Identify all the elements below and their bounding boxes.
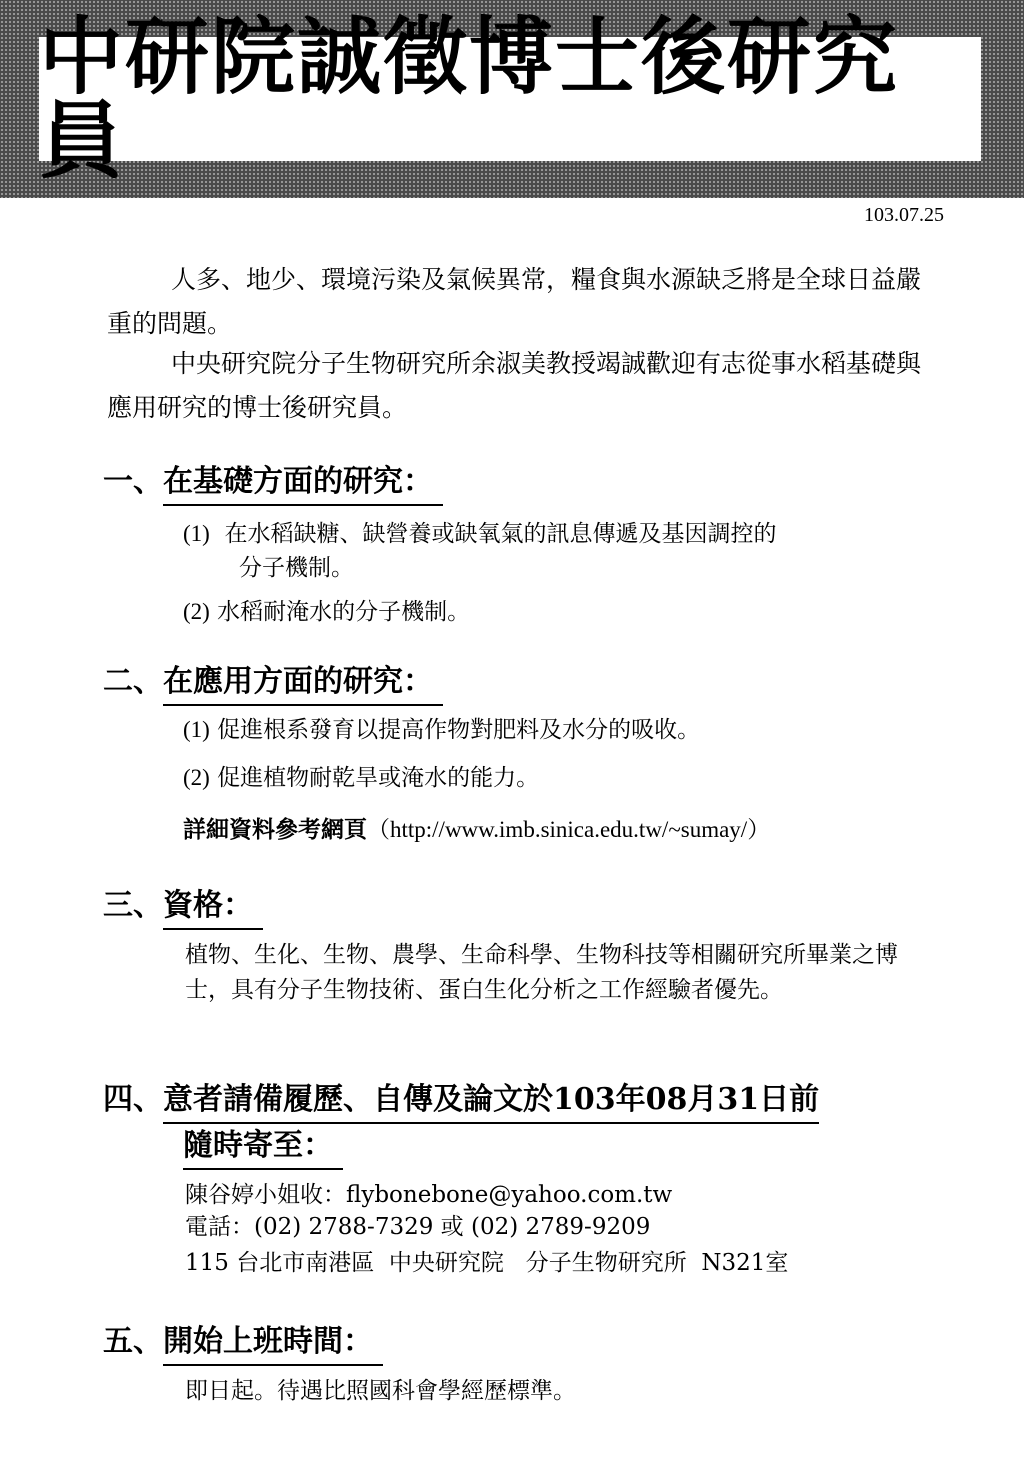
section-2-number: 二、 bbox=[103, 664, 163, 699]
section-5-title: 開始上班時間： bbox=[163, 1322, 383, 1366]
section-1-item-2 bbox=[183, 594, 470, 630]
section-3-title: 資格： bbox=[163, 886, 263, 930]
section-1-item-1 bbox=[183, 516, 776, 552]
item-marker: (2) bbox=[183, 765, 210, 790]
section-5-heading bbox=[103, 1322, 383, 1366]
section-5-number: 五、 bbox=[103, 1324, 163, 1359]
section-1-item-1-cont: 分子機制。 bbox=[239, 555, 354, 581]
item-marker: (1) bbox=[183, 717, 210, 742]
item-text: 促進根系發育以提高作物對肥料及水分的吸收。 bbox=[217, 717, 701, 743]
section-2-title: 在應用方面的研究： bbox=[163, 662, 443, 706]
section-1-heading bbox=[103, 462, 443, 506]
phone-line: 電話：(02) 2788-7329 或 (02) 2789-9209 bbox=[185, 1214, 651, 1240]
title-banner bbox=[0, 0, 1024, 198]
section-3-number: 三、 bbox=[103, 888, 163, 923]
section-1-number: 一、 bbox=[103, 464, 163, 499]
item-text: 促進植物耐乾旱或淹水的能力。 bbox=[217, 765, 540, 791]
section-1-title: 在基礎方面的研究： bbox=[163, 462, 443, 506]
qualifications-text: 植物、生化、生物、農學、生命科學、生物科技等相關研究所畢業之博士，具有分子生物技術、蛋白生化分析之工作經驗者優先。 bbox=[185, 942, 898, 1003]
section-2-item-1 bbox=[183, 712, 700, 748]
item-marker: (1) bbox=[183, 521, 210, 546]
detail-reference bbox=[183, 812, 770, 848]
address-line: 115 台北市南港區 中央研究院 分子生物研究所 N321室 bbox=[185, 1250, 789, 1276]
section-2-heading bbox=[103, 662, 443, 706]
posting-date: 103.07.25 bbox=[864, 204, 944, 226]
section-2-item-2 bbox=[183, 760, 539, 796]
section-4-number: 四、 bbox=[103, 1082, 163, 1117]
section-4-heading bbox=[103, 1080, 819, 1124]
detail-link[interactable]: （http://www.imb.sinica.edu.tw/~sumay/） bbox=[367, 817, 771, 842]
page-title: 中研院誠徵博士後研究員 bbox=[39, 8, 900, 190]
section-4-heading-cont bbox=[183, 1126, 343, 1170]
section-4-title-line-2: 隨時寄至： bbox=[183, 1126, 343, 1170]
item-text: 在水稻缺糖、缺營養或缺氧氣的訊息傳遞及基因調控的 bbox=[224, 521, 777, 547]
section-3-heading bbox=[103, 886, 263, 930]
detail-label: 詳細資料參考網頁 bbox=[183, 816, 367, 843]
start-time-text: 即日起。待遇比照國科會學經歷標準。 bbox=[185, 1378, 576, 1404]
title-box bbox=[39, 8, 981, 190]
contact-line: 陳谷婷小姐收：flybonebone@yahoo.com.tw bbox=[185, 1182, 673, 1208]
intro-paragraph-2: 中央研究院分子生物研究所余淑美教授竭誠歡迎有志從事水稻基礎與應用研究的博士後研究員。 bbox=[107, 349, 922, 422]
item-marker: (2) bbox=[183, 599, 210, 624]
intro-paragraph-1: 人多、地少、環境污染及氣候異常，糧食與水源缺乏將是全球日益嚴重的問題。 bbox=[107, 265, 922, 338]
section-4-title-line-1: 意者請備履歷、自傳及論文於103年08月31日前 bbox=[163, 1080, 819, 1124]
item-text: 水稻耐淹水的分子機制。 bbox=[217, 599, 471, 625]
